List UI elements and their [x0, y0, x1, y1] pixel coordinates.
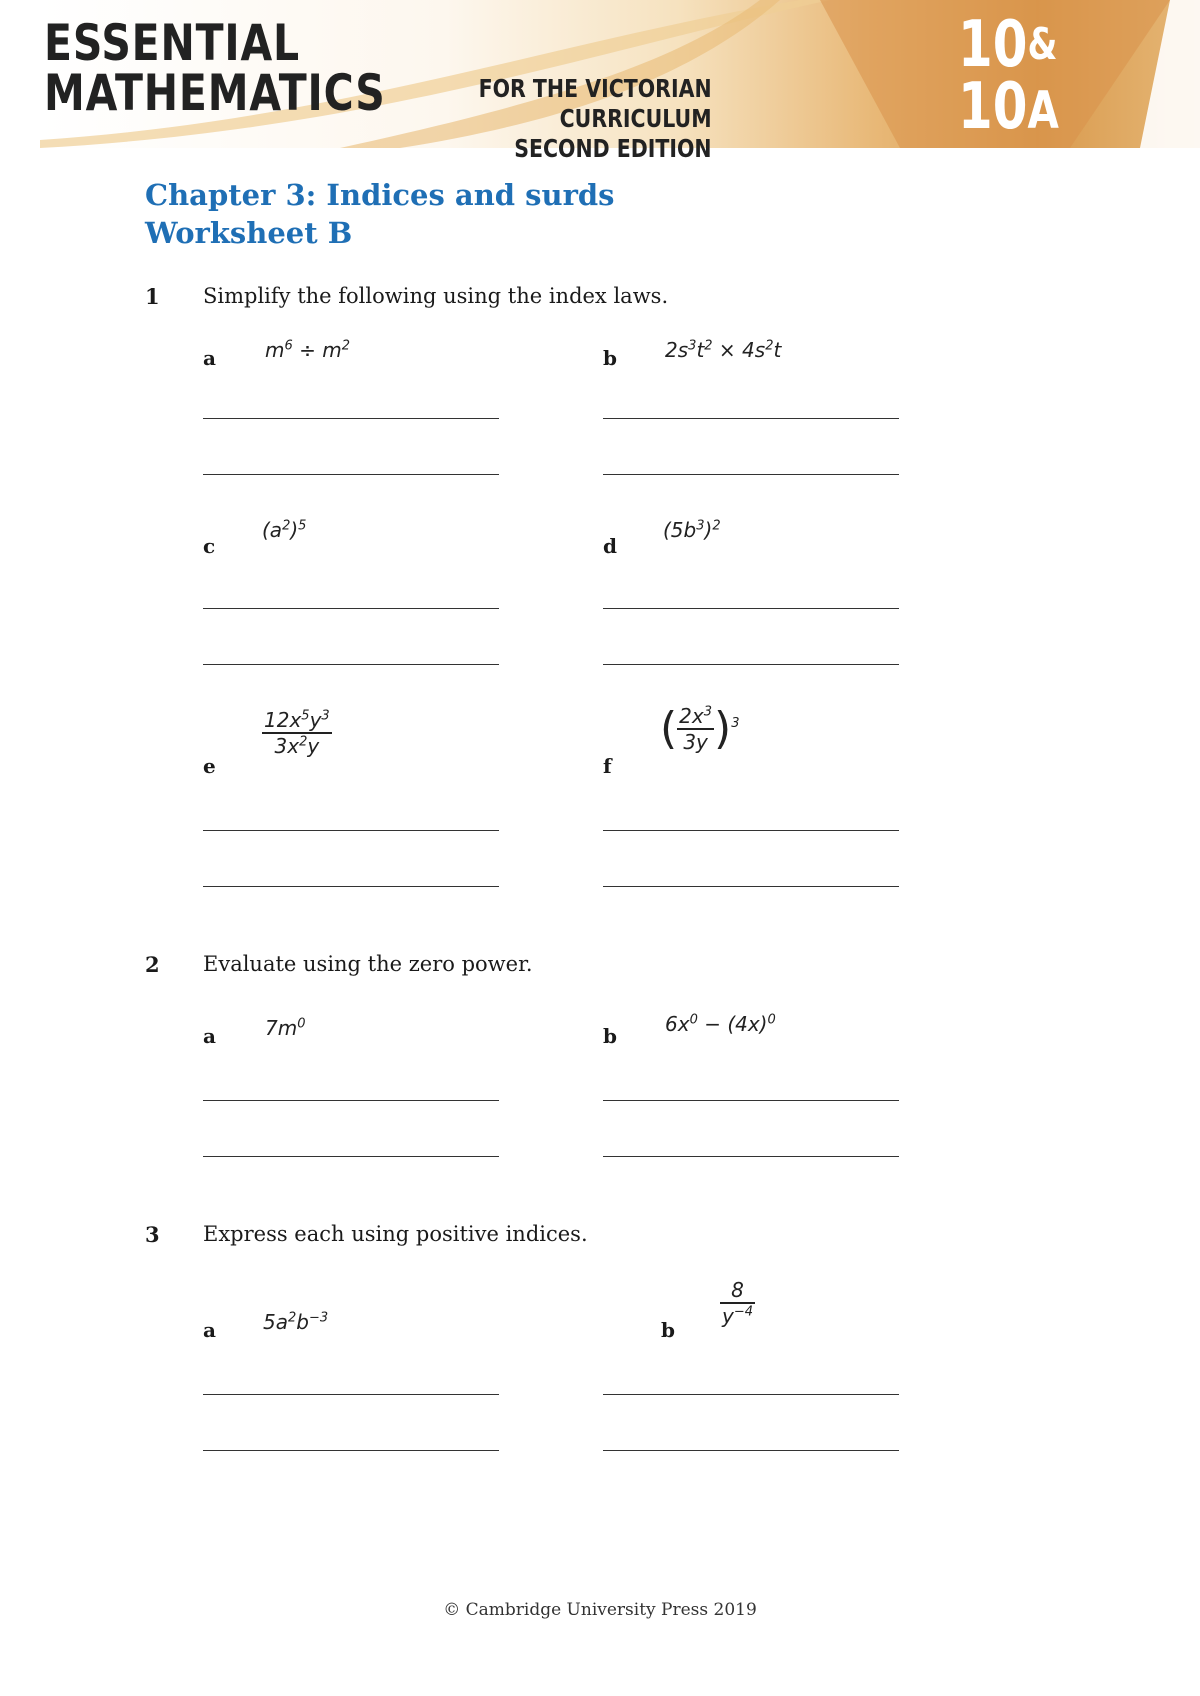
answer-line[interactable]: [603, 1450, 899, 1451]
brand-title: [44, 14, 386, 122]
question-2-number: 2: [145, 952, 160, 977]
q1-part-b-label: b: [603, 346, 617, 370]
q1-part-e-expression: $\frac{12x^5y^3}{3x^2y}$: [264, 708, 330, 758]
q1-part-f-expression: ( $\frac{2x^3}{3y}$ )$^3$: [660, 703, 740, 754]
grade-bottom-letter: A: [1027, 81, 1059, 141]
answer-line[interactable]: [603, 1156, 899, 1157]
answer-line[interactable]: [203, 418, 499, 419]
q2-part-b-label: b: [603, 1024, 617, 1048]
answer-line[interactable]: [203, 1100, 499, 1101]
header-banner: [40, 0, 1200, 163]
answer-line[interactable]: [603, 886, 899, 887]
answer-line[interactable]: [203, 886, 499, 887]
answer-line[interactable]: [203, 830, 499, 831]
answer-line[interactable]: [203, 474, 499, 475]
q3-part-a-label: a: [203, 1318, 216, 1342]
answer-line[interactable]: [603, 664, 899, 665]
brand-line-2: MATHEMATICS: [44, 64, 386, 122]
answer-line[interactable]: [203, 1394, 499, 1395]
q3-part-b-label: b: [661, 1318, 675, 1342]
answer-line[interactable]: [203, 1156, 499, 1157]
q1-part-e-label: e: [203, 754, 216, 778]
worksheet-heading: Worksheet B: [145, 216, 353, 250]
q1-part-a-expression: $m^6 \div m^2$: [265, 338, 351, 362]
q1-part-b-expression: $2s^3t^2 \times 4s^2t$: [665, 338, 782, 362]
answer-line[interactable]: [203, 664, 499, 665]
q3-part-a-expression: $5a^2b^{-3}$: [263, 1310, 329, 1334]
q2-part-a-label: a: [203, 1024, 216, 1048]
answer-line[interactable]: [603, 830, 899, 831]
question-1-text: Simplify the following using the index laws.: [203, 284, 669, 308]
question-3-text: Express each using positive indices.: [203, 1222, 588, 1246]
answer-line[interactable]: [603, 608, 899, 609]
q2-part-b-expression: $6x^0 - (4x)^0$: [665, 1012, 776, 1036]
answer-line[interactable]: [203, 608, 499, 609]
grade-bottom-number: 10: [958, 70, 1028, 144]
grade-ampersand: &: [1027, 19, 1058, 70]
answer-line[interactable]: [203, 1450, 499, 1451]
answer-line[interactable]: [603, 1100, 899, 1101]
q1-part-c-expression: $(a^2)^5$: [262, 518, 307, 542]
question-1-number: 1: [145, 284, 160, 309]
brand-subtitle: [400, 74, 712, 164]
question-3-number: 3: [145, 1222, 160, 1247]
q2-part-a-expression: $7m^0$: [265, 1016, 306, 1040]
brand-line-1: ESSENTIAL: [44, 14, 301, 72]
q1-part-c-label: c: [203, 534, 216, 558]
copyright-footer: © Cambridge University Press 2019: [443, 1600, 757, 1620]
q1-part-f-label: f: [603, 754, 612, 778]
subtitle-line-2: SECOND EDITION: [514, 134, 712, 163]
answer-line[interactable]: [603, 418, 899, 419]
q1-part-a-label: a: [203, 346, 216, 370]
worksheet-title: [145, 176, 614, 252]
grade-badge: [958, 8, 1059, 144]
q1-part-d-expression: $(5b^3)^2$: [663, 518, 721, 542]
answer-line[interactable]: [603, 1394, 899, 1395]
answer-line[interactable]: [603, 474, 899, 475]
grade-top: 10: [958, 8, 1028, 82]
subtitle-line-1: FOR THE VICTORIAN CURRICULUM: [478, 74, 712, 133]
question-2-text: Evaluate using the zero power.: [203, 952, 533, 976]
q1-part-d-label: d: [603, 534, 617, 558]
q3-part-b-expression: $\frac{8}{y^{-4}}$: [722, 1278, 754, 1328]
chapter-heading: Chapter 3: Indices and surds: [145, 178, 615, 212]
